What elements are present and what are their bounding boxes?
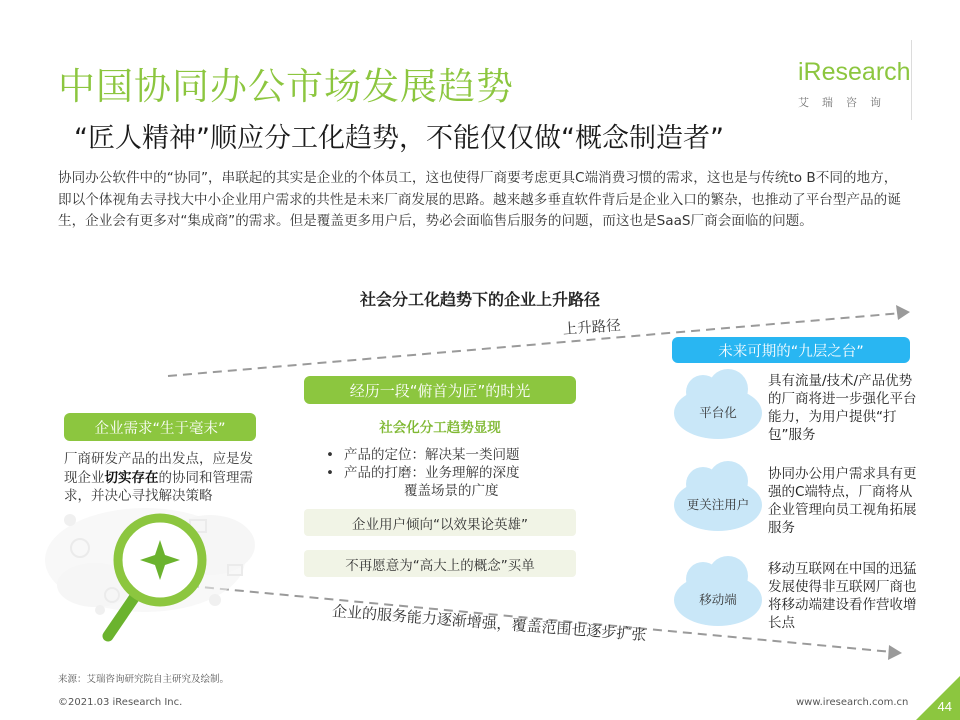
bullet-value: 解决某一类问题 — [425, 447, 520, 463]
page-number-corner — [922, 682, 960, 720]
source-note: 来源：艾瑞咨询研究院自主研究及绘制。 — [58, 674, 230, 685]
emphasis-text: 切实存在 — [104, 469, 159, 486]
craftsman-stage-pill: 经历一段“俯首为匠”的时光 — [304, 376, 576, 404]
left-description: 厂商研发产品的出发点，应是发现企业切实存在的协同和管理需求，并决心寻找解决策略 — [64, 451, 253, 504]
intro-paragraph: 协同办公软件中的“协同”，串联起的其实是企业的个体员工，这也使得厂商要考虑更具C端消费习惯的需求，这也是与传统to B不同的地方，即以个体视角去寻找大中小企业用户需求的共性是未来厂商发展的思路。越来越多垂直软件背后是企业入口的繁杂，也推动了平台型产品的诞生，企业会有更多对“集成商”的需求。但是覆盖更多用户后，势必会面临售后服务的问题，而这也是SaaS厂商会面临的问题。 — [58, 170, 901, 229]
middle-bullet-list — [326, 446, 576, 500]
downward-path-label: 企业的服务能力逐渐增强，覆盖范围也逐步扩张 — [331, 601, 647, 645]
demand-stage-pill: 企业需求“生于毫末” — [64, 413, 256, 441]
platform-description: 具有流量/技术/产品优势的厂商将进一步强化平台能力，为用户提供“打包”服务 — [768, 373, 917, 443]
cloud-label-user: 更关注用户 — [686, 497, 750, 512]
website-footer: www.iresearch.com.cn — [796, 697, 909, 708]
user-focus-description: 协同办公用户需求具有更强的C端特点，厂商将从企业管理向员工视角拓展服务 — [768, 466, 917, 536]
bullet-continuation: 覆盖场景的广度 — [404, 483, 499, 499]
future-stage-pill: 未来可期的“九层之台” — [672, 337, 910, 363]
logo-wordmark: iResearch — [798, 58, 911, 86]
bullet-key: 产品的定位： — [344, 447, 425, 463]
upward-path-label: 上升路径 — [562, 317, 622, 338]
copyright-footer: ©2021.03 iResearch Inc. — [58, 697, 183, 708]
cloud-label-mobile: 移动端 — [699, 592, 737, 607]
chart-title: 社会分工化趋势下的企业上升路径 — [359, 290, 600, 309]
effect-box: 企业用户倾向“以效果论英雄” — [304, 509, 576, 536]
bullet-key: 产品的打磨： — [344, 465, 425, 481]
page-title: 中国协同办公市场发展趋势 — [58, 65, 514, 108]
mobile-description: 移动互联网在中国的迅猛发展使得非互联网厂商也将移动端建设看作营收增长点 — [768, 561, 917, 631]
magnifier-icon — [108, 518, 202, 636]
bullet-value: 业务理解的深度 — [425, 465, 520, 481]
concept-box: 不再愿意为“高大上的概念”买单 — [304, 550, 576, 577]
list-item: • 产品的定位： 解决某一类问题 — [326, 447, 520, 463]
page-subtitle: “匠人精神”顺应分工化趋势，不能仅仅做“概念制造者” — [74, 123, 724, 154]
cloud-label-platform: 平台化 — [699, 405, 737, 420]
page-number: 44 — [937, 699, 952, 714]
list-item: • 产品的打磨： 业务理解的深度 — [326, 465, 520, 481]
logo-chinese: 艾瑞咨询 — [798, 96, 894, 109]
middle-subheading: 社会化分工趋势显现 — [379, 420, 501, 436]
